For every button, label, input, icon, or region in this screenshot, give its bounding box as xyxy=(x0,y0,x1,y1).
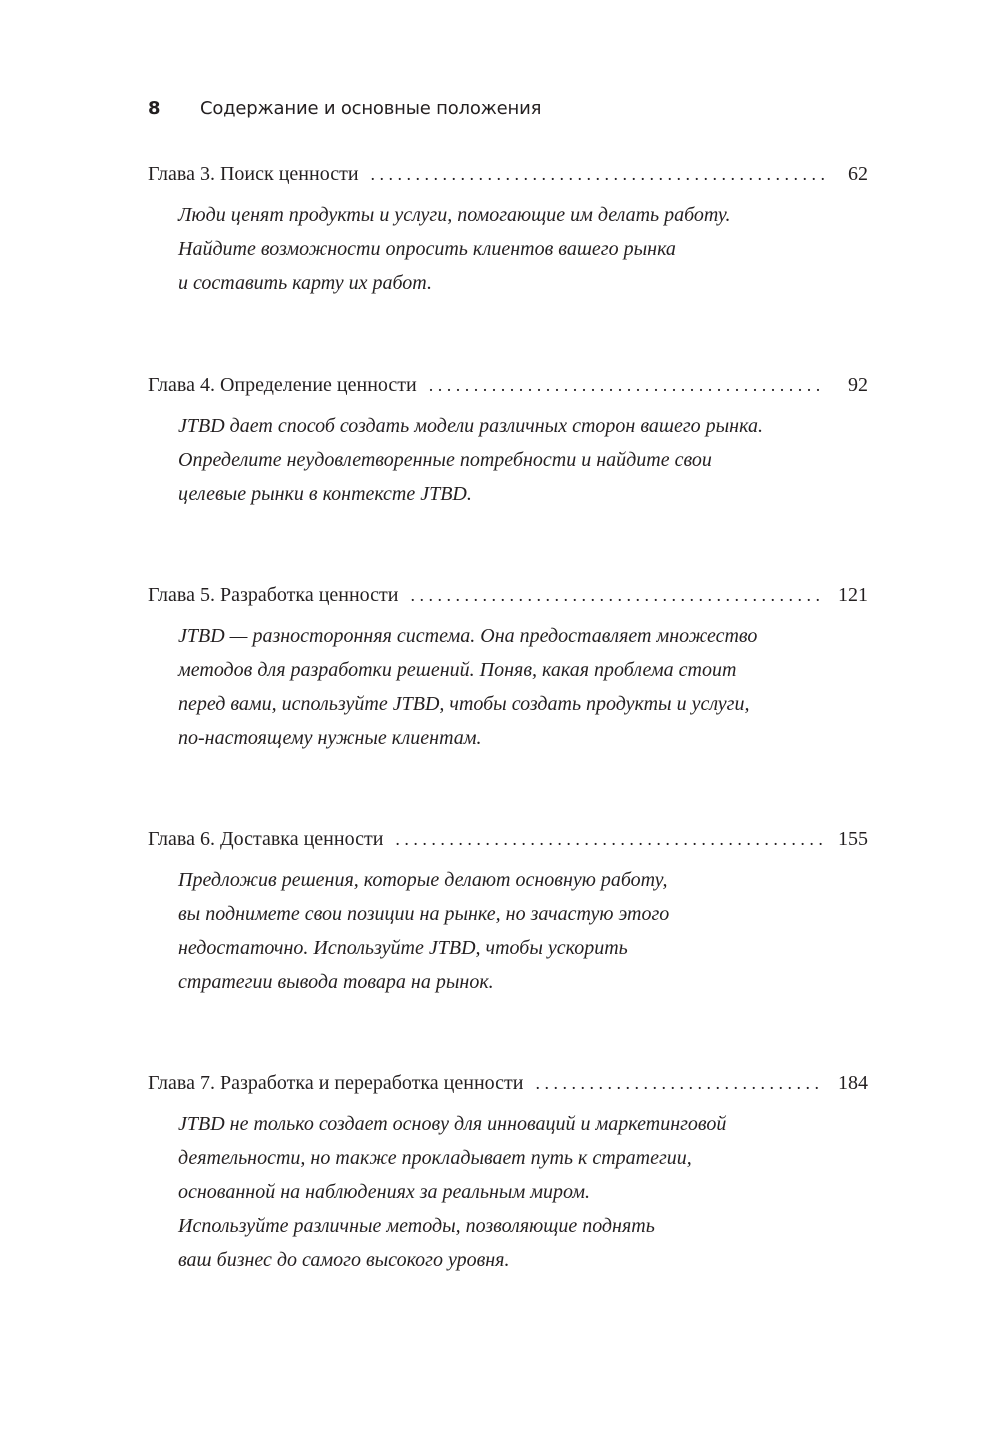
chapter-page-number: 121 xyxy=(838,584,868,606)
summary-line: JTBD дает способ создать модели различных сторон вашего рынка. xyxy=(178,415,763,437)
summary-line: ваш бизнес до самого высокого уровня. xyxy=(178,1249,510,1271)
toc-entry-chapter-3[interactable] xyxy=(148,160,868,300)
summary-line: JTBD — разносторонняя система. Она предоставляет множество xyxy=(178,625,758,647)
summary-line: основанной на наблюдениях за реальным миром. xyxy=(178,1181,590,1203)
page-number: 8 xyxy=(148,98,161,119)
chapter-summary xyxy=(178,619,828,755)
toc-line[interactable] xyxy=(148,371,868,399)
chapter-title: Глава 6. Доставка ценности xyxy=(148,828,384,850)
chapter-summary xyxy=(178,863,828,999)
toc-entry-chapter-6[interactable] xyxy=(148,825,868,999)
chapter-title: Глава 4. Определение ценности xyxy=(148,374,417,396)
summary-line: целевые рынки в контексте JTBD. xyxy=(178,483,472,505)
toc-line[interactable] xyxy=(148,1069,868,1097)
chapter-title: Глава 3. Поиск ценности xyxy=(148,163,359,185)
summary-line: JTBD не только создает основу для инноваций и маркетинговой xyxy=(178,1113,727,1135)
summary-line: недостаточно. Используйте JTBD, чтобы ускорить xyxy=(178,937,628,959)
summary-line: стратегии вывода товара на рынок. xyxy=(178,971,494,993)
summary-line: Используйте различные методы, позволяющие поднять xyxy=(178,1215,655,1237)
chapter-page-number: 92 xyxy=(848,374,868,396)
running-title: Содержание и основные положения xyxy=(200,98,542,119)
running-head xyxy=(148,98,541,126)
summary-line: деятельности, но также прокладывает путь к стратегии, xyxy=(178,1147,692,1169)
chapter-summary xyxy=(178,409,828,511)
chapter-page-number: 62 xyxy=(848,163,868,185)
chapter-summary xyxy=(178,198,828,300)
toc-line[interactable] xyxy=(148,581,868,609)
summary-line: перед вами, используйте JTBD, чтобы создать продукты и услуги, xyxy=(178,693,750,715)
toc-entry-chapter-7[interactable] xyxy=(148,1069,868,1277)
summary-line: Люди ценят продукты и услуги, помогающие им делать работу. xyxy=(178,204,731,226)
dot-leader xyxy=(371,160,824,188)
chapter-page-number: 184 xyxy=(838,1072,868,1094)
chapter-summary xyxy=(178,1107,828,1277)
dot-leader xyxy=(395,825,824,853)
dot-leader xyxy=(429,371,824,399)
toc-entry-chapter-5[interactable] xyxy=(148,581,868,755)
summary-line: и составить карту их работ. xyxy=(178,272,432,294)
chapter-title: Глава 7. Разработка и переработка ценности xyxy=(148,1072,524,1094)
summary-line: методов для разработки решений. Поняв, какая проблема стоит xyxy=(178,659,737,681)
dot-leader xyxy=(411,581,825,609)
toc-line[interactable] xyxy=(148,825,868,853)
chapter-title: Глава 5. Разработка ценности xyxy=(148,584,399,606)
dot-leader xyxy=(535,1069,824,1097)
chapter-page-number: 155 xyxy=(838,828,868,850)
toc-entry-chapter-4[interactable] xyxy=(148,371,868,511)
summary-line: Определите неудовлетворенные потребности и найдите свои xyxy=(178,449,712,471)
summary-line: вы поднимете свои позиции на рынке, но зачастую этого xyxy=(178,903,670,925)
summary-line: Найдите возможности опросить клиентов вашего рынка xyxy=(178,238,676,260)
summary-line: по-настоящему нужные клиентам. xyxy=(178,727,482,749)
toc-line[interactable] xyxy=(148,160,868,188)
summary-line: Предложив решения, которые делают основную работу, xyxy=(178,869,668,891)
